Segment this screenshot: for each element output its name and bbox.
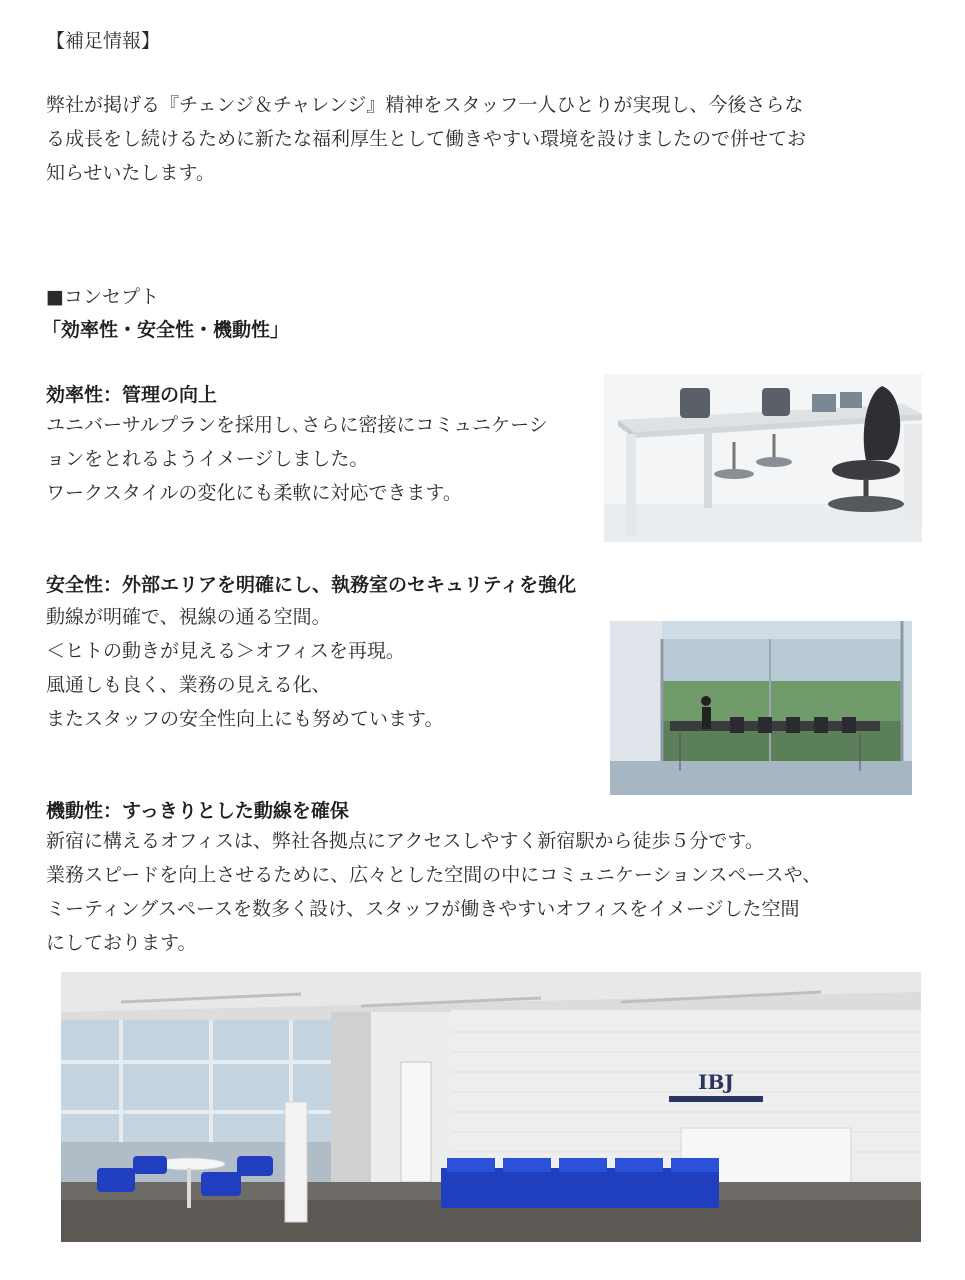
efficiency-line: ユニバーサルプランを採用し､さらに密接にコミュニケーシ (46, 414, 548, 436)
supplement-line: 弊社が掲げる『チェンジ＆チャレンジ』精神をスタッフ一人ひとりが実現し、今後さらな (46, 94, 804, 116)
efficiency-line: ワークスタイルの変化にも柔軟に対応できます。 (46, 482, 462, 504)
mobility-line: ミーティングスペースを数多く設け、スタッフが働きやすいオフィスをイメージした空間 (46, 898, 800, 920)
supplement-line: る成長をし続けるために新たな福利厚生として働きやすい環境を設けましたので併せてお (46, 128, 807, 150)
mobility-title: 機動性：すっきりとした動線を確保 (46, 800, 349, 822)
mobility-line: 業務スピードを向上させるために、広々とした空間の中にコミュニケーションスペースや、 (46, 864, 822, 886)
safety-line: 風通しも良く、業務の見える化、 (46, 674, 331, 696)
ibj-logo: IBJ (698, 1070, 734, 1094)
concept-title: 「効率性・安全性・機動性」 (42, 319, 290, 341)
supplement-paragraph (46, 88, 806, 190)
safety-title: 安全性：外部エリアを明確にし、執務室のセキュリティを強化 (46, 574, 577, 596)
mobility-line: 新宿に構えるオフィスは、弊社各拠点にアクセスしやすく新宿駅から徒歩５分です。 (46, 830, 764, 852)
office-lobby-rendering (61, 972, 921, 1242)
safety-line: 動線が明確で、視線の通る空間。 (46, 606, 331, 628)
efficiency-title: 効率性：管理の向上 (46, 384, 218, 406)
concept-heading: ■コンセプト (46, 286, 159, 308)
efficiency-line: ョンをとれるようイメージしました。 (46, 448, 369, 470)
safety-line: ＜ヒトの動きが見える＞オフィスを再現。 (46, 640, 405, 662)
supplement-line: 知らせいたします。 (46, 162, 215, 184)
desk-photo (604, 374, 922, 542)
meeting-room-photo (610, 621, 912, 795)
safety-line: またスタッフの安全性向上にも努めています。 (46, 708, 444, 730)
mobility-line: にしております。 (46, 932, 197, 954)
supplement-heading: 【補足情報】 (46, 30, 161, 52)
safety-paragraph (46, 600, 443, 736)
efficiency-paragraph (46, 408, 548, 510)
mobility-paragraph (46, 824, 821, 960)
